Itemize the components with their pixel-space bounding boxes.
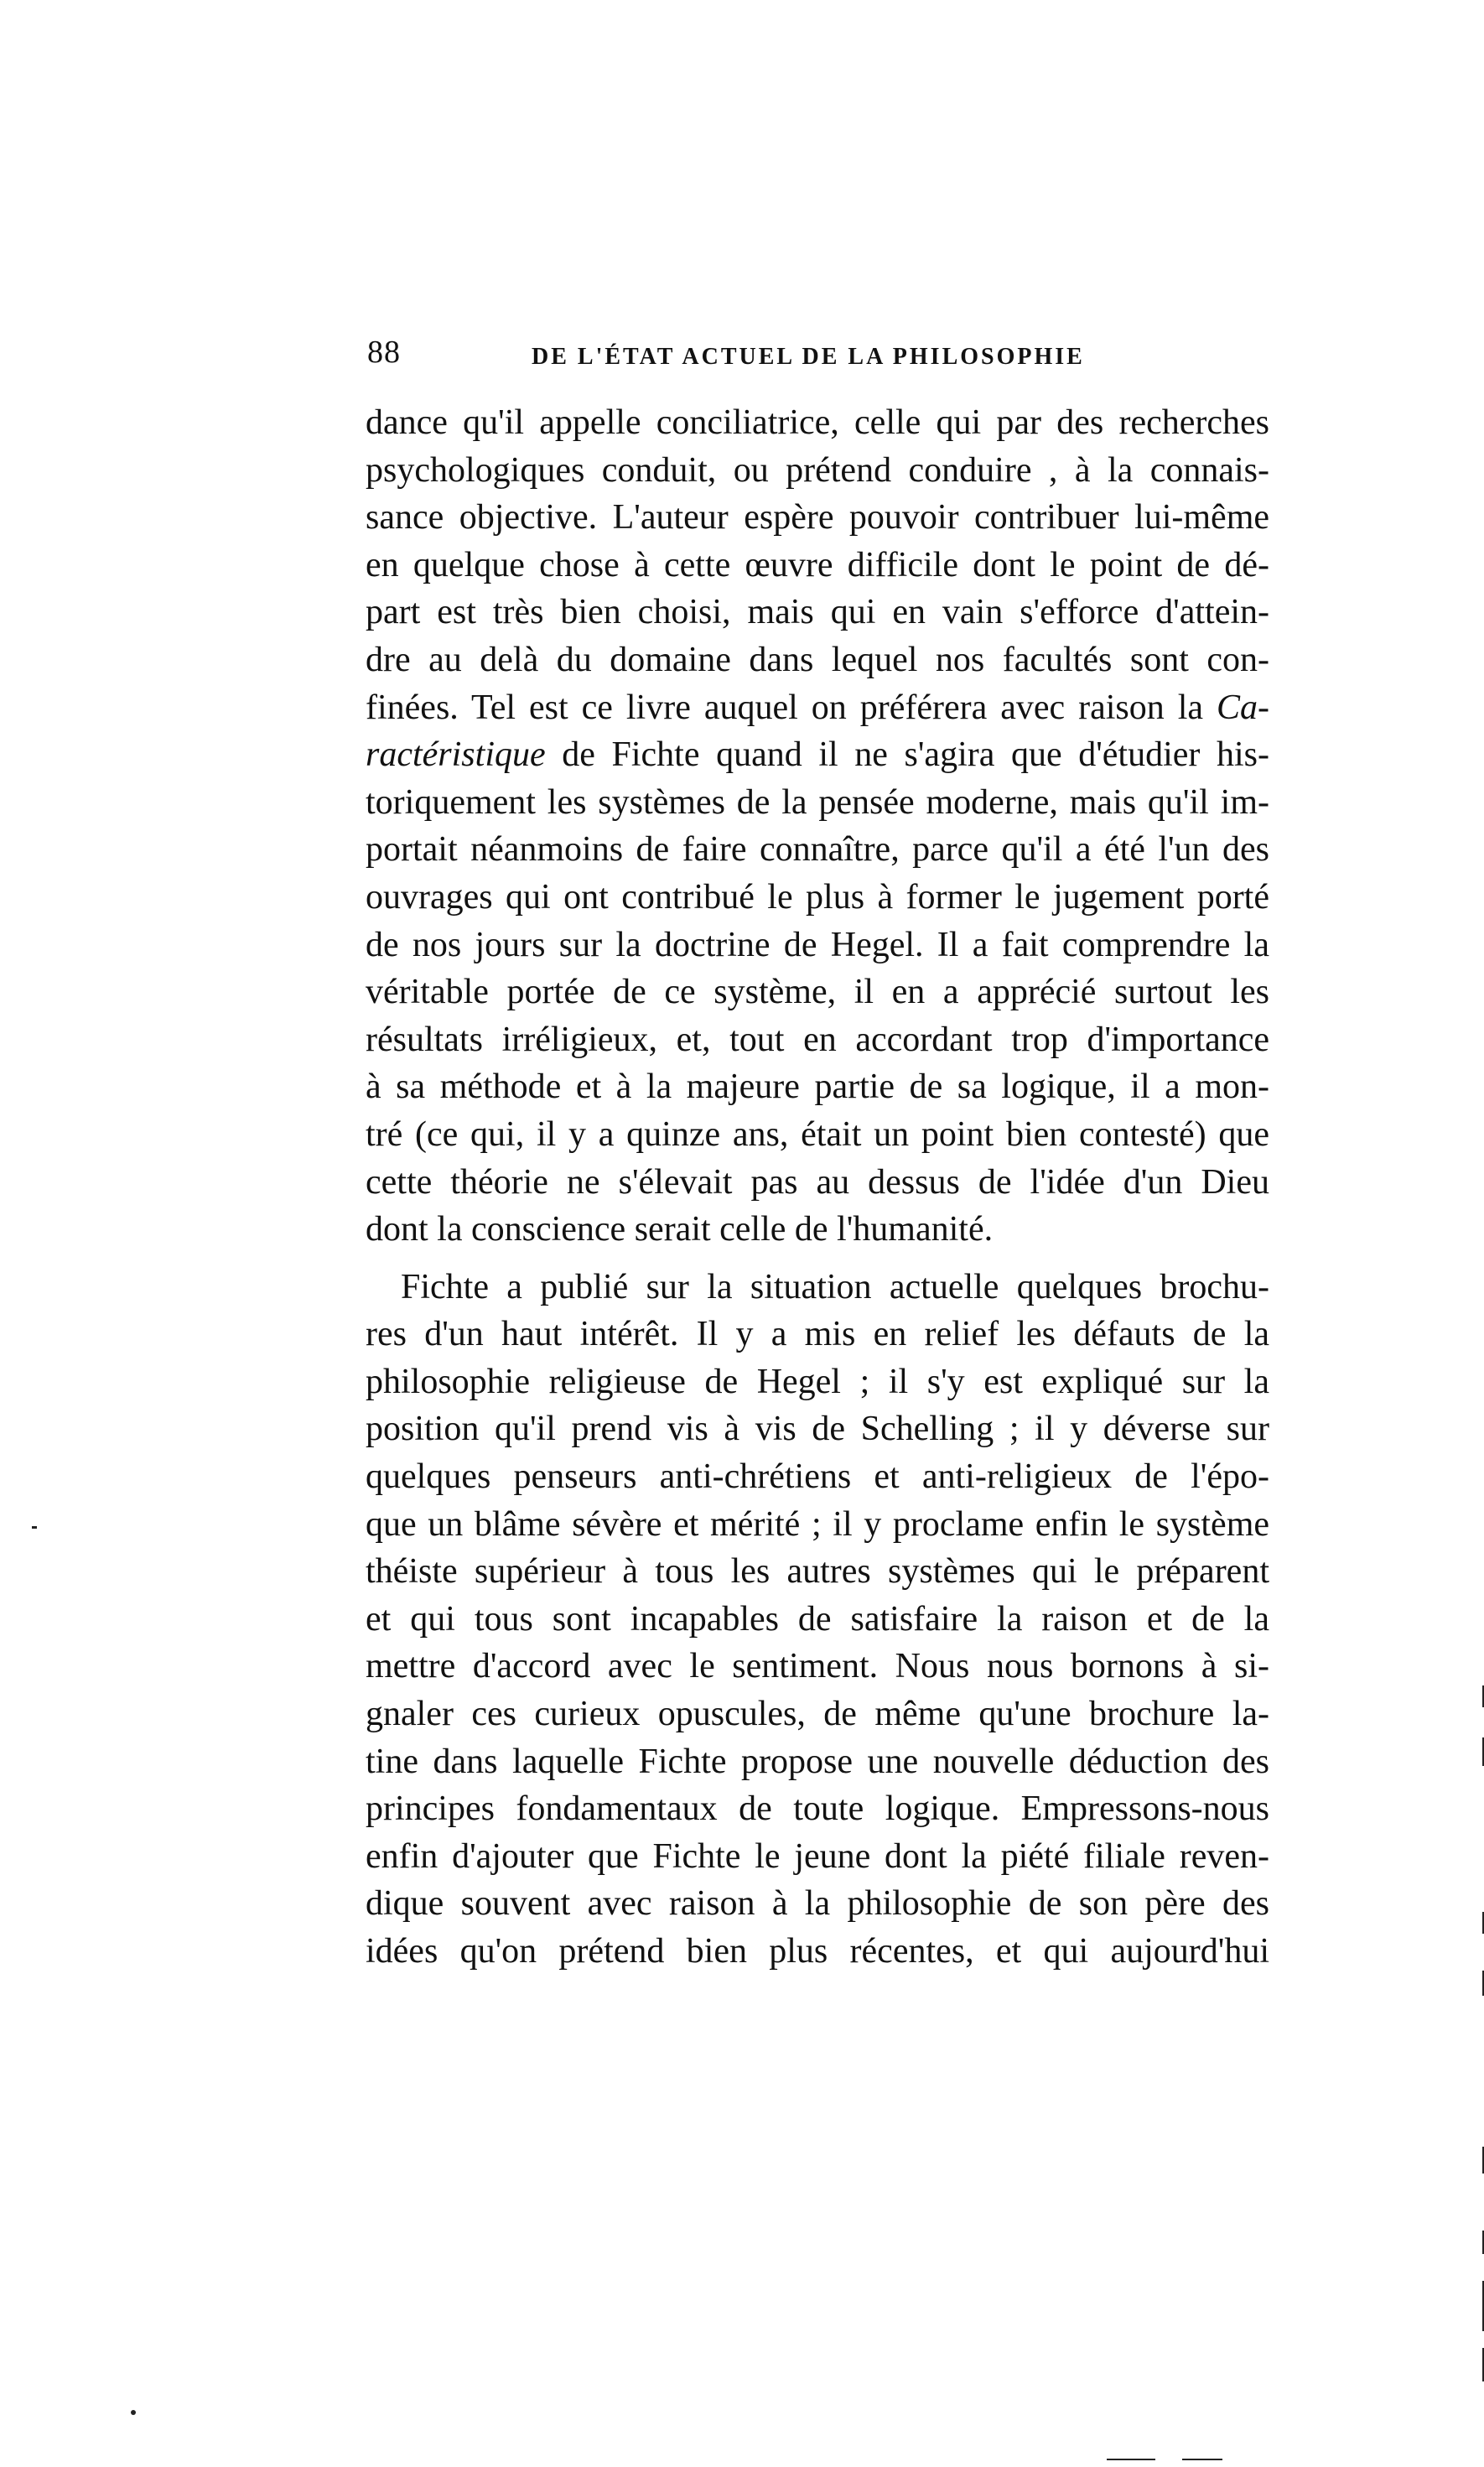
text-line: portait néanmoins de faire connaître, parce qu'il a été l'un des (366, 830, 1269, 870)
text-line: principes fondamentaux de toute logique. Empressons-nous (366, 1789, 1269, 1829)
text-line-with-italic (366, 731, 1269, 779)
text-line: res d'un haut intérêt. Il y a mis en relief les défauts de la (366, 1315, 1269, 1354)
text-line: position qu'il prend vis à vis de Schelling ; il y déverse sur (366, 1410, 1269, 1449)
text-line: ouvrages qui ont contribué le plus à former le jugement porté (366, 877, 1269, 917)
text-line: et qui tous sont incapables de satisfaire la raison et de la (366, 1599, 1269, 1639)
page-number: 88 (367, 335, 401, 370)
body-text (366, 399, 1269, 1976)
text-line: à sa méthode et à la majeure partie de sa logique, il a mon- (366, 1067, 1269, 1107)
text-line: sance objective. L'auteur espère pouvoir contribuer lui-même (366, 498, 1269, 538)
running-head: DE L'ÉTAT ACTUEL DE LA PHILOSOPHIE (532, 344, 1085, 370)
scan-dot (131, 2410, 136, 2415)
paragraph-gap (366, 1254, 1269, 1264)
text-line: dique souvent avec raison à la philosophie de son père des (366, 1884, 1269, 1924)
text-line: que un blâme sévère et mérité ; il y proclame enfin le système (366, 1504, 1269, 1544)
page-header (367, 334, 1115, 384)
text-line: cette théorie ne s'élevait pas au dessus de l'idée d'un Dieu (366, 1162, 1269, 1202)
scan-line (1182, 2459, 1222, 2460)
text-line: en quelque chose à cette œuvre difficile dont le point de dé- (366, 545, 1269, 584)
text-line: enfin d'ajouter que Fichte le jeune dont la piété filiale reven- (366, 1836, 1269, 1876)
text-line: psychologiques conduit, ou prétend conduire , à la connais- (366, 450, 1269, 490)
text-line: dre au delà du domaine dans lequel nos facultés sont con- (366, 640, 1269, 679)
paragraph-first-line: Fichte a publié sur la situation actuelle quelques brochu- (401, 1267, 1269, 1306)
text-line: véritable portée de ce système, il en a apprécié surtout les (366, 973, 1269, 1012)
text-line: part est très bien choisi, mais qui en vain s'efforce d'attein- (366, 593, 1269, 632)
text-line: théiste supérieur à tous les autres systèmes qui le préparent (366, 1552, 1269, 1592)
text-line: de nos jours sur la doctrine de Hegel. Il a fait comprendre la (366, 925, 1269, 964)
italic-word: Ca- (1217, 688, 1270, 727)
text-line: quelques penseurs anti-chrétiens et anti-religieux de l'épo- (366, 1457, 1269, 1497)
text-line-with-italic (366, 684, 1269, 732)
paragraph-last-line: dont la conscience serait celle de l'humanité. (366, 1210, 994, 1249)
text-line: idées qu'on prétend bien plus récentes, et qui aujourd'hui (366, 1932, 1269, 1971)
scan-line (1107, 2459, 1155, 2460)
scan-dot (32, 1526, 37, 1529)
text-segment: de Fichte quand il ne s'agira que d'étudier his- (562, 735, 1269, 775)
text-line: dance qu'il appelle conciliatrice, celle qui par des recherches (366, 403, 1269, 442)
text-line: résultats irréligieux, et, tout en accordant trop d'importance (366, 1020, 1269, 1059)
text-line: mettre d'accord avec le sentiment. Nous nous bornons à si- (366, 1647, 1269, 1686)
text-line: toriquement les systèmes de la pensée moderne, mais qu'il im- (366, 782, 1269, 822)
text-line: gnaler ces curieux opuscules, de même qu'une brochure la- (366, 1695, 1269, 1734)
text-line: tine dans laquelle Fichte propose une nouvelle déduction des (366, 1742, 1269, 1781)
italic-word: ractéristique (366, 735, 546, 775)
text-line: tré (ce qui, il y a quinze ans, était un point bien contesté) que (366, 1114, 1269, 1154)
text-segment: finées. Tel est ce livre auquel on préférera avec raison la (366, 688, 1204, 727)
text-line: philosophie religieuse de Hegel ; il s'y est expliqué sur la (366, 1362, 1269, 1401)
